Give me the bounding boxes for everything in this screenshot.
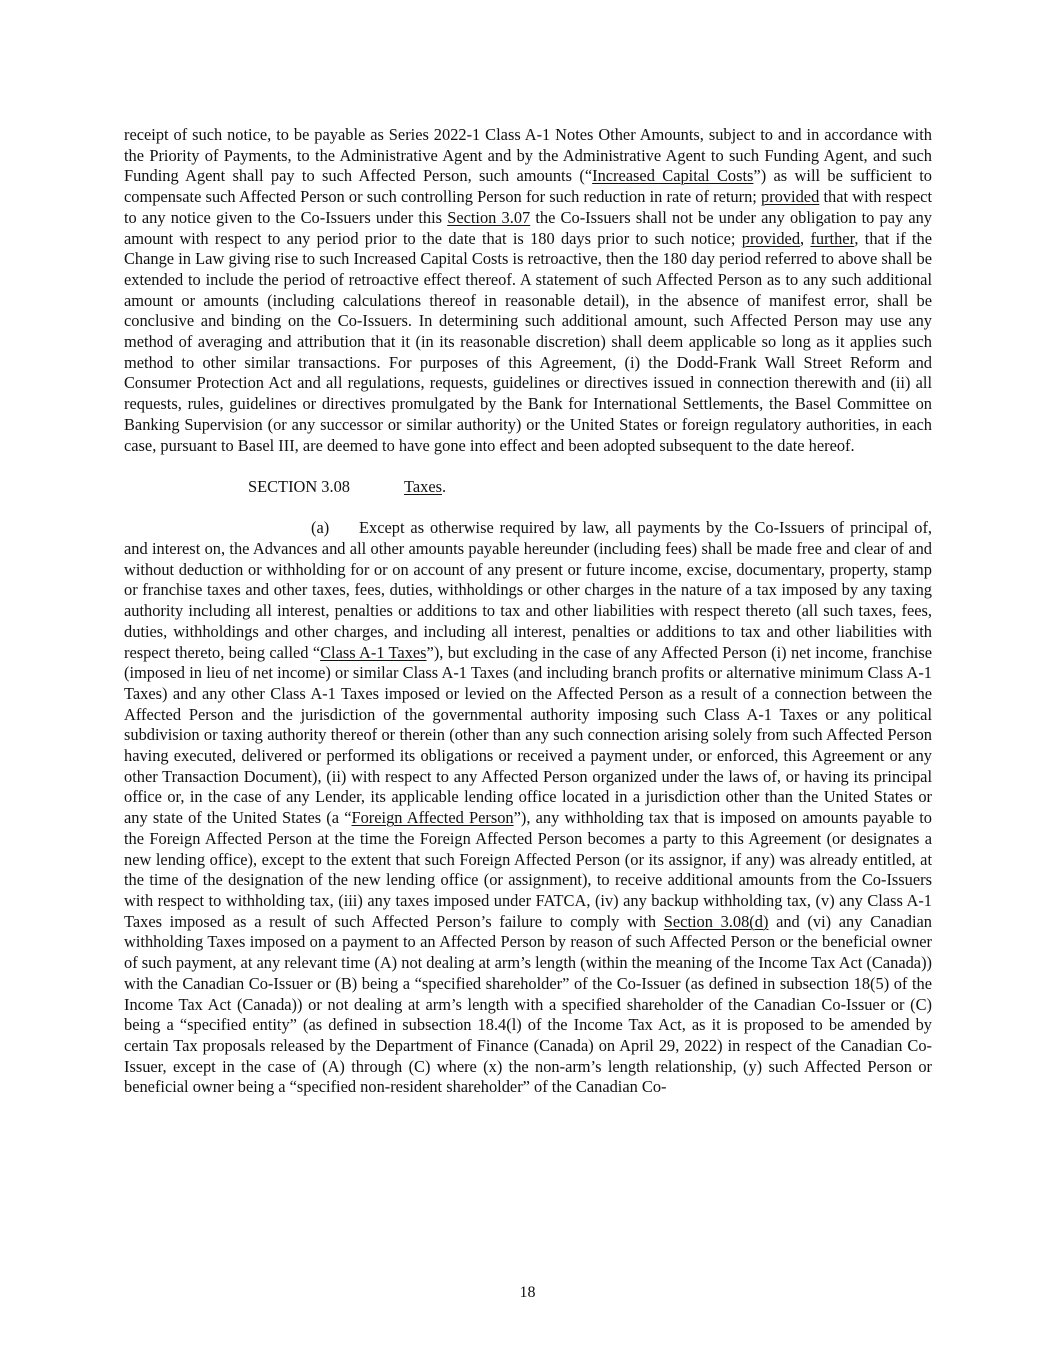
section-heading <box>248 477 932 498</box>
defined-term-foreign-affected-person: Foreign Affected Person <box>351 808 514 828</box>
document-page <box>124 125 932 1098</box>
text-run: receipt of such notice, to be payable as Series 2022-1 Class A-1 Notes Other Amounts, subject to and in accordance with the Priority of Payments, to the Administrative Agent and by the Administrative Agent to such Funding Agent, and such Funding Agent shall pay to such Affected Person, such amounts (“ <box>124 125 932 186</box>
term-further: further <box>810 228 855 248</box>
text-run: the Co-Issuers shall not be under any obligation to pay any amount with respect to any period prior to the date that is 180 days prior to such notice; <box>124 207 932 248</box>
page-number: 18 <box>519 1284 536 1301</box>
term-provided: provided <box>741 228 801 248</box>
text-run: ”), any withholding tax that is imposed on amounts payable to the Foreign Affected Person at the time the Foreign Affected Person becomes a party to this Agreement (or designates a new lending office), except to the extent that such Foreign Affected Person (or its assignor, if any) was already entitled, at the time of the designation of the new lending office (or assignment), to receive additional amounts from the Co-Issuers with respect to withholding tax, (iii) any taxes imposed under FATCA, (iv) any backup withholding tax, (v) any Class A-1 Taxes imposed as a result of such Affected Person’s failure to comply with <box>124 808 932 931</box>
cross-reference-section-3-08d: Section 3.08(d) <box>663 911 769 931</box>
defined-term-increased-capital-costs: Increased Capital Costs <box>592 166 754 186</box>
text-run: and (vi) any Canadian withholding Taxes imposed on a payment to an Affected Person by reason of such Affected Person or the beneficial owner of such payment, at any relevant time (A) not dealing at arm’s length (within the meaning of the Income Tax Act (Canada)) with the Canadian Co-Issuer or (B) being a “specified shareholder” of the Co-Issuer (as defined in subsection 18(5) of the Income Tax Act (Canada)) or not dealing at arm’s length with a specified shareholder of the Canadian Co-Issuer or (C) being a “specified entity” (as defined in subsection 18.4(l) of the Income Tax Act, as it is proposed to be amended by certain Tax proposals released by the Department of Finance (Canada) on April 29, 2022) in respect of the Canadian Co-Issuer, except in the case of (A) through (C) where (x) the non-arm’s length relationship, (y) such Affected Person or beneficial owner being a “specified non-resident shareholder” of the Canadian Co- <box>124 911 932 1097</box>
text-run: Except as otherwise required by law, all payments by the Co-Issuers of principal of, and interest on, the Advances and all other amounts payable hereunder (including fees) shall be made free and clear of and without deduction or withholding for or on account of any present or future income, excise, documentary, property, stamp or franchise taxes and other taxes, fees, duties, withholdings or other charges in the nature of a tax imposed by any taxing authority including all interest, penalties or additions to tax and other liabilities with respect thereto (all such taxes, fees, duties, withholdings and other charges, and including all interest, penalties or additions to tax and other liabilities with respect thereto, being called “ <box>124 518 932 662</box>
section-title: Taxes <box>404 476 442 496</box>
text-run: , that if the Change in Law giving rise to such Increased Capital Costs is retroactive, then the 180 day period referred to above shall be extended to include the period of retroactive effect thereof. A statement of such Affected Person as to any such additional amount or amounts (including calculations thereof in reasonable detail), in the absence of manifest error, shall be conclusive and binding on the Co-Issuers. In determining such additional amount, such Affected Person may use any method of averaging and attribution that it (in its reasonable discretion) shall deem applicable so long as it applies such method to other similar transactions. For purposes of this Agreement, (i) the Dodd-Frank Wall Street Reform and Consumer Protection Act and all regulations, requests, guidelines or directives issued in connection therewith and (ii) all requests, rules, guidelines or directives promulgated by the Bank for International Settlements, the Basel Committee on Banking Supervision (or any successor or similar authority) or the United States or foreign regulatory authorities, in each case, pursuant to Basel III, are deemed to have gone into effect and been adopted subsequent to the date hereof. <box>124 228 932 455</box>
section-number: SECTION 3.08 <box>248 476 350 496</box>
text-run: ”), but excluding in the case of any Affected Person (i) net income, franchise (imposed in lieu of net income) or similar Class A-1 Taxes (and including branch profits or alternative minimum Class A-1 Taxes) and any other Class A-1 Taxes imposed or levied on the Affected Person as a result of a connection between the Affected Person and the jurisdiction of the governmental authority imposing such Class A-1 Taxes or any political subdivision or taxing authority thereof or therein (other than any such connection arising solely from such Affected Person having executed, delivered or performed its obligations or received a payment under, or enforced, this Agreement or any other Transaction Document), (ii) with respect to any Affected Person organized under the laws of, or having its principal office or, in the case of any Lender, its applicable lending office located in a jurisdiction other than the United States or any state of the United States (a “ <box>124 642 932 828</box>
term-provided: provided <box>761 187 820 207</box>
subsection-label: (a) <box>311 518 330 538</box>
text-run: , <box>800 228 811 248</box>
paragraph-taxes-a <box>124 518 932 1098</box>
paragraph-increased-capital-costs <box>124 125 932 456</box>
text-run: ”) as will be sufficient to compensate such Affected Person or such controlling Person for such reduction in rate of return; <box>124 166 932 207</box>
section-title-period: . <box>442 476 447 496</box>
defined-term-class-a1-taxes: Class A-1 Taxes <box>320 642 427 662</box>
cross-reference-section-3-07: Section 3.07 <box>447 207 531 227</box>
text-run: that with respect to any notice given to the Co-Issuers under this <box>124 187 932 227</box>
